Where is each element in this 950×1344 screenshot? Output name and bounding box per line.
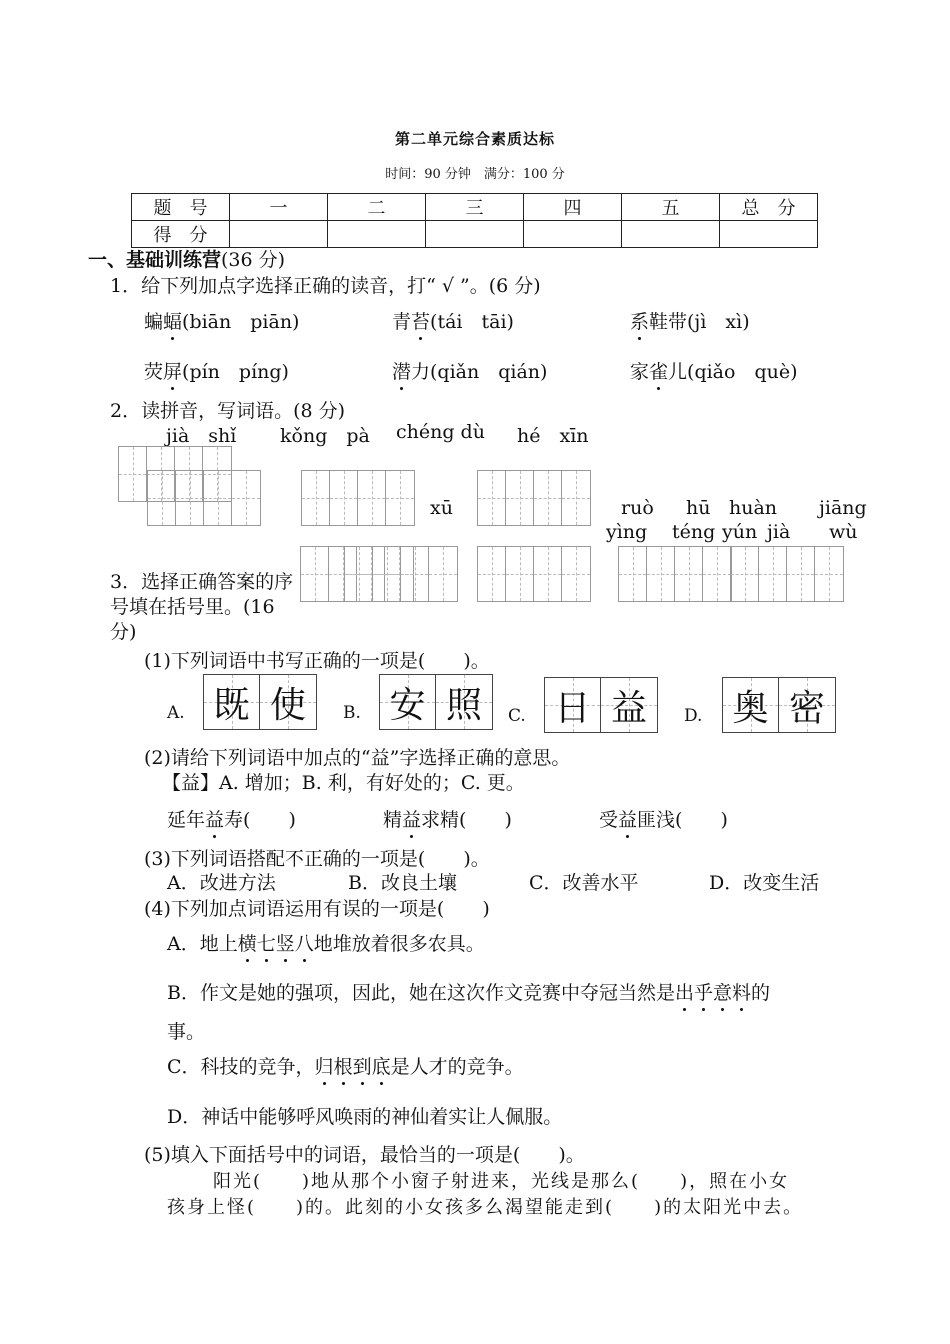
section-heading-text: 一、基础训练营 bbox=[88, 249, 222, 271]
pinyin-label: jiāng bbox=[819, 497, 867, 519]
section-points: (36 分) bbox=[221, 249, 286, 271]
pinyin-label: chéng dù bbox=[396, 421, 485, 443]
q3-sub1-stem: (1)下列词语中书写正确的一项是( )。 bbox=[144, 650, 490, 672]
option-letter: A. bbox=[167, 703, 185, 723]
table-cell: 三 bbox=[426, 194, 524, 221]
q1-item: 青苔(tái tāi) bbox=[392, 307, 514, 334]
option-b-box[interactable] bbox=[379, 674, 493, 730]
option-char: 使 bbox=[269, 684, 306, 726]
option-char: 既 bbox=[213, 684, 250, 726]
q3-sub4-option-c: C．科技的竞争，归根到底是人才的竞争。 bbox=[167, 1052, 524, 1079]
pinyin-label: jià bbox=[767, 521, 791, 543]
writing-grid[interactable] bbox=[147, 470, 261, 526]
q1-item: 潜力(qiǎn qián) bbox=[392, 357, 547, 384]
q3-sub2-item: 延年益寿( ) bbox=[167, 805, 296, 832]
option-char: 照 bbox=[445, 684, 482, 726]
table-cell: 二 bbox=[328, 194, 426, 221]
table-cell: 四 bbox=[524, 194, 622, 221]
section-heading bbox=[88, 245, 285, 272]
q3-sub3-option: D．改变生活 bbox=[709, 872, 820, 894]
option-char: 奥 bbox=[732, 687, 769, 729]
table-cell: 一 bbox=[230, 194, 328, 221]
q3-sub4-option-a: A．地上横七竖八地堆放着很多农具。 bbox=[167, 929, 485, 956]
option-letter: D. bbox=[684, 706, 703, 726]
q3-sub4-stem: (4)下列加点词语运用有误的一项是( ) bbox=[144, 898, 490, 920]
q3-sub5-passage-line2: 孩身上怪( )的。此刻的小女孩多么渴望能走到( )的太阳光中去。 bbox=[167, 1197, 804, 1218]
option-char: 密 bbox=[788, 687, 825, 729]
pinyin-label: yún bbox=[722, 521, 758, 543]
option-letter: B. bbox=[343, 703, 361, 723]
q2-stem: 2．读拼音，写词语。(8 分) bbox=[110, 400, 346, 422]
score-input-cell[interactable] bbox=[328, 221, 426, 248]
writing-grid[interactable] bbox=[730, 546, 844, 602]
q1-item: 系鞋带(jì xì) bbox=[630, 307, 750, 334]
pinyin-label: ruò bbox=[621, 497, 654, 519]
q3-sub5-stem: (5)填入下面括号中的词语，最恰当的一项是( )。 bbox=[144, 1144, 585, 1166]
option-c-box[interactable] bbox=[544, 677, 658, 733]
score-table bbox=[131, 193, 818, 248]
q3-sub2-item: 精益求精( ) bbox=[383, 805, 512, 832]
writing-grid[interactable] bbox=[477, 546, 591, 602]
q1-item: 蝙蝠(biān piān) bbox=[144, 307, 299, 334]
pinyin-label: téng bbox=[672, 521, 716, 543]
writing-grid[interactable] bbox=[477, 470, 591, 526]
q3-stem: 3．选择正确答案的序号填在括号里。(16 分) bbox=[110, 571, 294, 643]
writing-grid[interactable] bbox=[618, 546, 732, 602]
time-info: 时间：90 分钟 满分：100 分 bbox=[385, 167, 565, 182]
option-char: 日 bbox=[554, 687, 591, 729]
q3-sub4-option-b-line2: 事。 bbox=[167, 1021, 206, 1043]
pinyin-label: wù bbox=[829, 521, 858, 543]
q3-sub5-passage-line1: 阳光( )地从那个小窗子射进来，光线是那么( )，照在小女 bbox=[213, 1171, 790, 1192]
q3-sub2-stem: (2)请给下列词语中加点的“益”字选择正确的意思。 bbox=[144, 747, 571, 769]
score-input-cell[interactable] bbox=[524, 221, 622, 248]
q3-sub2-meanings: 【益】A. 增加；B. 利，有好处的；C. 更。 bbox=[162, 772, 525, 794]
table-cell: 题 号 bbox=[132, 194, 230, 221]
writing-grid[interactable] bbox=[301, 470, 415, 526]
option-a-box[interactable] bbox=[203, 674, 317, 730]
q3-sub3-option: B．改良土壤 bbox=[348, 872, 457, 894]
score-input-cell[interactable] bbox=[720, 221, 818, 248]
option-d-box[interactable] bbox=[722, 677, 836, 733]
score-input-cell[interactable] bbox=[230, 221, 328, 248]
score-input-cell[interactable] bbox=[426, 221, 524, 248]
table-cell: 总 分 bbox=[720, 194, 818, 221]
q3-sub3-stem: (3)下列词语搭配不正确的一项是( )。 bbox=[144, 848, 490, 870]
table-cell: 五 bbox=[622, 194, 720, 221]
option-letter: C. bbox=[508, 706, 526, 726]
q3-sub4-option-d: D．神话中能够呼风唤雨的神仙着实让人佩服。 bbox=[167, 1106, 563, 1128]
q3-sub3-option: C．改善水平 bbox=[529, 872, 639, 894]
pinyin-label: xū bbox=[430, 497, 453, 519]
q1-item: 家雀儿(qiǎo què) bbox=[630, 357, 798, 384]
score-table-header-row bbox=[132, 194, 818, 221]
writing-grid[interactable] bbox=[344, 546, 458, 602]
q3-sub2-item: 受益匪浅( ) bbox=[599, 805, 728, 832]
pinyin-label: yìng bbox=[606, 521, 648, 543]
pinyin-label: hū bbox=[686, 497, 711, 519]
table-cell: 得 分 bbox=[132, 221, 230, 248]
pinyin-label: huàn bbox=[729, 497, 778, 519]
option-char: 安 bbox=[389, 684, 426, 726]
q1-stem: 1．给下列加点字选择正确的读音，打“ √ ”。(6 分) bbox=[110, 275, 541, 297]
pinyin-label: kǒng pà bbox=[280, 425, 370, 447]
pinyin-label: hé xīn bbox=[517, 425, 589, 447]
q3-sub4-option-b: B．作文是她的强项，因此，她在这次作文竞赛中夺冠当然是出乎意料的 bbox=[167, 978, 770, 1005]
pinyin-label: jià shǐ bbox=[166, 425, 237, 447]
score-table-score-row bbox=[132, 221, 818, 248]
score-input-cell[interactable] bbox=[622, 221, 720, 248]
option-char: 益 bbox=[610, 687, 647, 729]
page-title: 第二单元综合素质达标 bbox=[394, 130, 555, 148]
q1-item: 荧屏(pín píng) bbox=[144, 357, 289, 384]
q3-sub3-option: A．改进方法 bbox=[167, 872, 276, 894]
